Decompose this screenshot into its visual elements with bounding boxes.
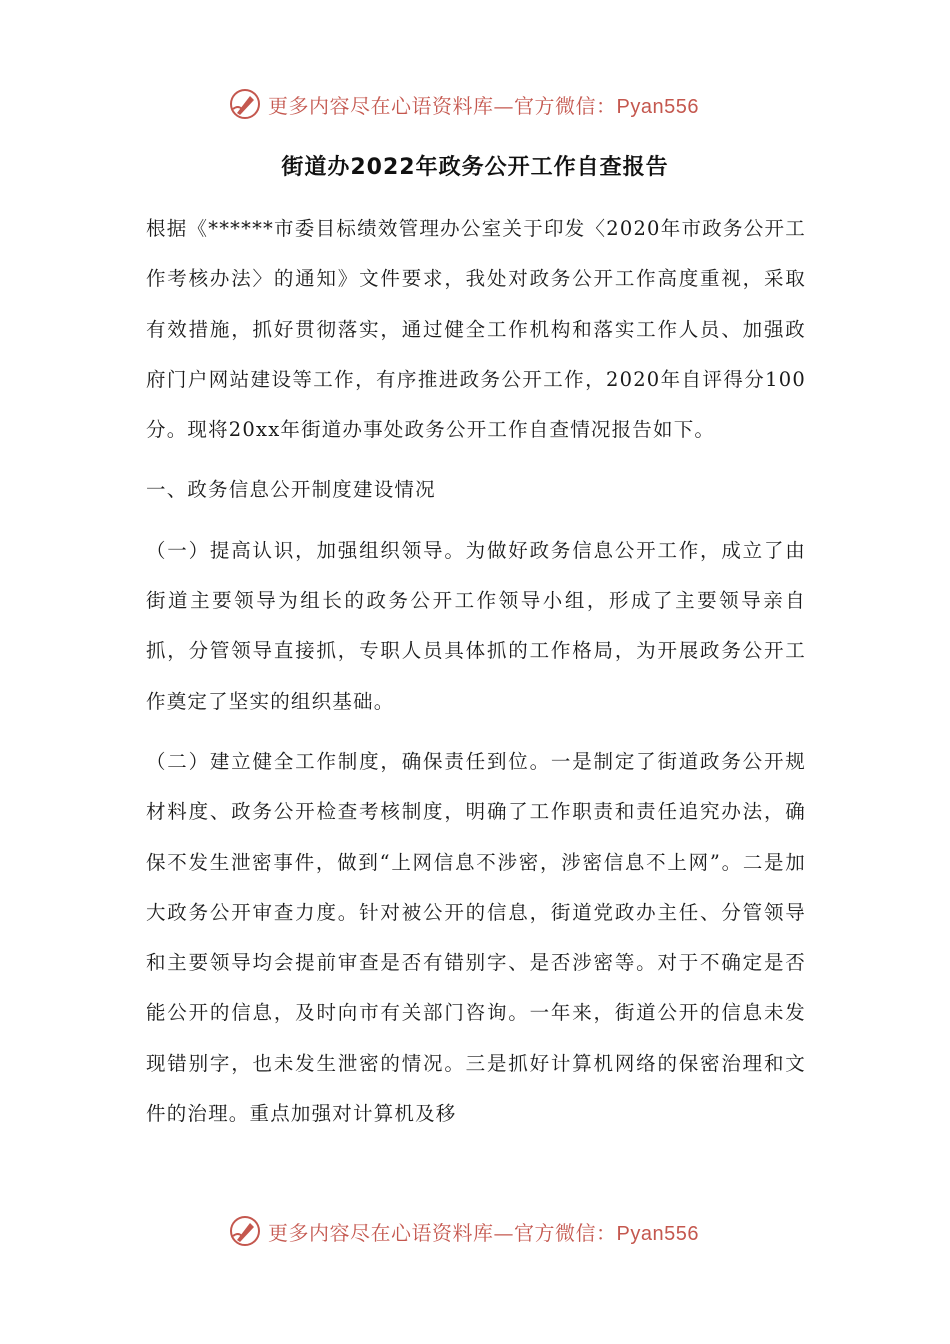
pen-nib-logo-icon xyxy=(228,1214,262,1248)
footer-wechat-id: Pyan556 xyxy=(616,1222,699,1245)
paragraph-2: （二）建立健全工作制度，确保责任到位。一是制定了街道政务公开规材料度、政务公开检查考核制度，明确了工作职责和责任追究办法，确保不发生泄密事件，做到“上网信息不涉密，涉密信息不上网”。二是加大政务公开审查力度。针对被公开的信息，街道党政办主任、分管领导和主要领导均会提前审查是否有错别字、是否涉密等。对于不确定是否能公开的信息，及时向市有关部门咨询。一年来，街道公开的信息未发现错别字，也未发生泄密的情况。三是抓好计算机网络的保密治理和文件的治理。重点加强对计算机及移 xyxy=(146,749,806,1126)
footer-banner-text: 更多内容尽在心语资料库—官方微信：Pyan556 xyxy=(268,1220,699,1245)
section-heading: 一、政务信息公开制度建设情况 xyxy=(146,478,436,502)
header-wechat-id: Pyan556 xyxy=(616,95,699,118)
paragraph-1: （一）提高认识，加强组织领导。为做好政务信息公开工作，成立了由街道主要领导为组长的政务公开工作领导小组，形成了主要领导亲自抓，分管领导直接抓，专职人员具体抓的工作格局，为开展政务公开工作奠定了坚实的组织基础。 xyxy=(146,538,806,713)
paragraph-intro: 根据《******市委目标绩效管理办公室关于印发〈2020年市政务公开工作考核办法〉的通知》文件要求，我处对政务公开工作高度重视，采取有效措施，抓好贯彻落实，通过健全工作机构和落实工作人员、加强政府门户网站建设等工作，有序推进政务公开工作，2020年自评得分100分。现将20xx年街道办事处政务公开工作自查情况报告如下。 xyxy=(146,217,806,442)
header-banner-text: 更多内容尽在心语资料库—官方微信：Pyan556 xyxy=(268,93,699,118)
pen-nib-logo-icon xyxy=(228,87,262,121)
document-body xyxy=(146,204,806,1139)
header-banner xyxy=(228,84,699,124)
document-title: 街道办2022年政务公开工作自查报告 xyxy=(281,155,669,180)
footer-banner xyxy=(228,1211,699,1251)
